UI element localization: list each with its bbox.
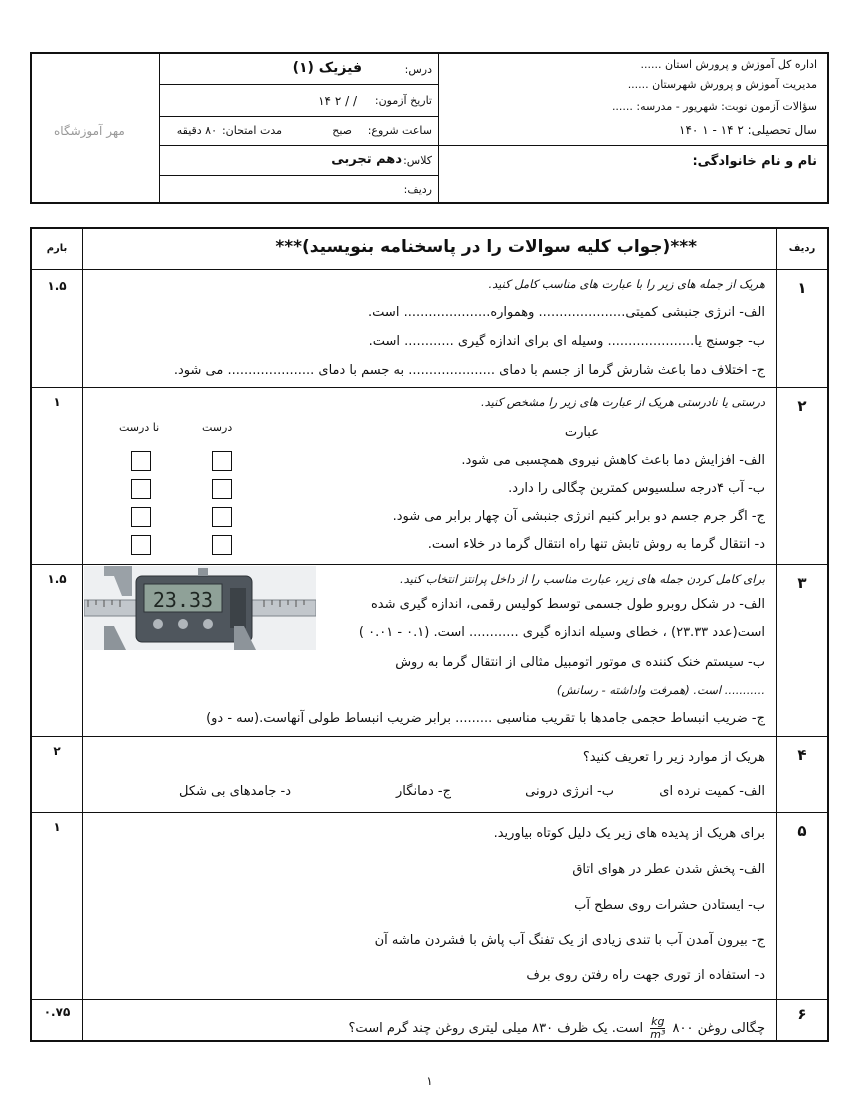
page-number: ۱ [426, 1074, 433, 1088]
class-label: کلاس: [403, 154, 432, 167]
unit-numerator: kg [651, 1015, 665, 1028]
true-checkbox[interactable] [212, 451, 232, 471]
false-checkbox[interactable] [131, 507, 151, 527]
question-number: ۴ [797, 746, 807, 764]
question-score: ۲ [53, 744, 61, 758]
duration-label: مدت امتحان: [221, 124, 282, 137]
question-number: ۶ [797, 1005, 807, 1023]
question-line: ج- بیرون آمدن آب با تندی زیادی از یک تفنگ آب پاش با فشردن ماشه آن [374, 933, 765, 948]
statement-text: الف- افزایش دما باعث کاهش نیروی همچسبی می شود. [461, 453, 765, 468]
class-value: دهم تجربی [331, 152, 402, 167]
question-line: الف- پخش شدن عطر در هوای اتاق [572, 862, 765, 877]
lesson-label: درس: [404, 63, 432, 76]
school-stamp-label: مهر آموزشگاه [54, 124, 125, 138]
table-header-row [32, 229, 827, 270]
office-line-1: اداره کل آموزش و پرورش استان ...... [640, 58, 817, 71]
question-line: ب- سیستم خنک کننده ی موتور اتومبیل مثالی از انتقال گرما به روش [395, 655, 765, 670]
true-checkbox[interactable] [212, 535, 232, 555]
question-prompt: هریک از جمله های زیر را با عبارت های مناسب کامل کنید. [488, 277, 765, 291]
exam-header [30, 52, 829, 204]
row-column-header: ردیف [788, 243, 816, 254]
question-line: است(عدد ۲۳.۳۳) ، خطای وسیله اندازه گیری ............ است. (۰.۱ - ۰.۰۱ ) [358, 625, 765, 640]
question-prompt: برای کامل کردن جمله های زیر، عبارت مناسب را از داخل پرانتز انتخاب کنید. [399, 572, 765, 586]
score-column-header: بارم [46, 243, 68, 254]
false-checkbox[interactable] [131, 451, 151, 471]
definition-item: ب- انرژی درونی [525, 784, 614, 799]
false-column-header: نا درست [119, 421, 160, 434]
statement-text: ج- اگر جرم جسم دو برابر کنیم انرژی جنبشی آن چهار برابر می شود. [392, 509, 765, 524]
question-5 [32, 812, 827, 1000]
student-name-label: نام و نام خانوادگی: [692, 154, 817, 169]
question-number: ۲ [797, 397, 807, 415]
question-line: ب- ایستادن حشرات روی سطح آب [574, 898, 765, 913]
question-3 [32, 564, 827, 737]
office-line-3: سؤالات آزمون نوبت: شهریور - مدرسه: ...... [611, 100, 817, 113]
statement-text: د- انتقال گرما به روش تابش تنها راه انتقال گرما در خلاء است. [427, 537, 765, 552]
question-prompt: درستی یا نادرستی هریک از عبارت های زیر را مشخص کنید. [480, 395, 765, 409]
question-number: ۳ [797, 574, 807, 592]
question-prompt: برای هریک از پدیده های زیر یک دلیل کوتاه بیاورید. [493, 826, 765, 841]
question-2 [32, 387, 827, 565]
question-prompt: هریک از موارد زیر را تعریف کنید؟ [582, 750, 765, 765]
question-number: ۱ [797, 279, 807, 297]
exam-date-label: تاریخ آزمون: [374, 94, 432, 107]
question-4 [32, 736, 827, 813]
false-checkbox[interactable] [131, 535, 151, 555]
definition-item: ج- دمانگار [396, 784, 451, 799]
row-label: ردیف: [403, 183, 432, 196]
question-text-part: است. یک ظرف ۸۳۰ میلی لیتری روغن چند گرم است؟ [348, 1021, 644, 1036]
definition-item: د- جامدهای بی شکل [178, 784, 291, 799]
lesson-value: فیزیک (۱) [292, 60, 362, 76]
question-text-part: چگالی روغن ۸۰۰ [672, 1021, 765, 1036]
question-line: الف- انرژی جنبشی کمیتی..................... وهمواره..................... است. [368, 305, 765, 320]
unit-denominator: m³ [650, 1028, 666, 1041]
question-line: ........... است. (همرفت واداشته - رسانش) [556, 683, 765, 697]
start-time-label: ساعت شروع: [367, 124, 432, 137]
question-line: د- استفاده از توری جهت راه رفتن روی برف [526, 968, 765, 983]
question-number: ۵ [797, 822, 807, 840]
caliper-readout: 23.33 [152, 588, 214, 612]
false-checkbox[interactable] [131, 479, 151, 499]
exam-instruction: ***(جواب کلیه سوالات را در پاسخنامه بنویسید)*** [275, 237, 697, 257]
true-column-header: درست [202, 421, 233, 434]
start-time-value: صبح [332, 124, 352, 137]
school-year: سال تحصیلی: ۲ ۱۴ - ۱ ۱۴۰ [679, 123, 817, 137]
true-checkbox[interactable] [212, 479, 232, 499]
question-score: ۰.۷۵ [43, 1005, 71, 1019]
digital-caliper-image [84, 566, 316, 650]
question-line: ج- اختلاف دما باعث شارش گرما از جسم با دمای ..................... به جسم با دمای ..................... می شود. [173, 363, 765, 378]
question-1 [32, 269, 827, 388]
statement-column-header: عبارت [564, 425, 599, 440]
question-text [349, 1016, 765, 1041]
exam-date-value: / / ۲ ۱۴ [318, 94, 357, 108]
question-score: ۱ [53, 395, 61, 409]
question-line: الف- در شکل روبرو طول جسمی توسط کولیس رقمی، اندازه گیری شده [371, 597, 765, 612]
duration-value: ۸۰ دقیقه [176, 124, 217, 137]
density-unit [650, 1016, 665, 1041]
office-line-2: مدیریت آموزش و پرورش شهرستان ...... [627, 78, 817, 91]
question-6 [32, 999, 827, 1040]
definition-item: الف- کمیت نرده ای [659, 784, 765, 799]
question-line: ب- جوسنج یا..................... وسیله ای برای اندازه گیری ............ است. [368, 334, 765, 349]
question-score: ۱ [53, 820, 61, 834]
question-score: ۱.۵ [47, 279, 67, 293]
true-checkbox[interactable] [212, 507, 232, 527]
questions-table [30, 227, 829, 1042]
question-line: ج- ضریب انبساط حجمی جامدها با تقریب مناسبی ......... برابر ضریب انبساط طولی آنهاست.(سه - دو) [206, 711, 765, 726]
statement-text: ب- آب ۴درجه سلسیوس کمترین چگالی را دارد. [508, 481, 765, 496]
question-score: ۱.۵ [47, 572, 67, 586]
